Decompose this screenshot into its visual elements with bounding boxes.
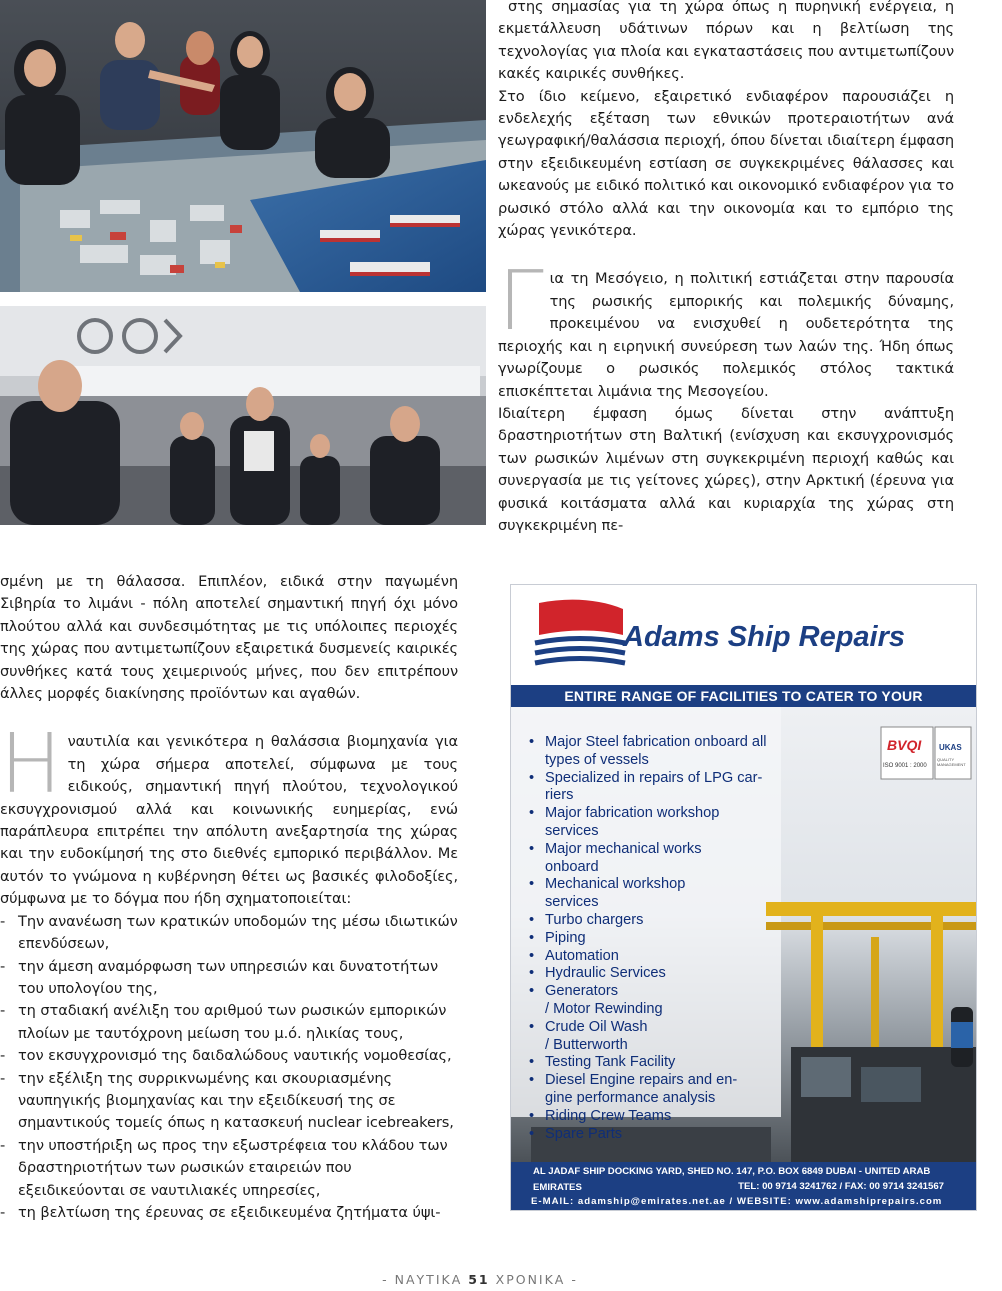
company-name: Adams Ship Repairs — [623, 621, 906, 653]
service-label-cont: gine performance analysis — [545, 1089, 716, 1106]
paragraph-mediterranean — [498, 254, 954, 402]
service-label: • Hydraulic Services — [545, 965, 666, 982]
service-label: • Diesel Engine repairs and en- — [545, 1072, 738, 1089]
footer-magazine-left: - ΝΑΥΤΙΚΑ — [382, 1272, 463, 1287]
service-item — [529, 948, 779, 966]
service-label-cont: / Motor Rewinding — [545, 1000, 663, 1017]
service-label: • Piping — [545, 929, 586, 946]
paragraph-shipping-industry-text: ναυτιλία και γενικότερα η θαλάσσια βιομηχανία για τη χώρα σήμερα αποτελεί, σύμφωνα με τους ειδικούς, σημαντική πηγή πλούτου, τεχνολογικού εκσυγχρονισμού αλλά και κοινωνικής ευημερίας, ενώ παράπλευρα επιτρέπει την απόλυτη ανεξαρτησία της χώρας και την ευδοκίμησή της στο διεθνές εμπορικό περιβάλλον. Με αυτόν το γνώμονα η κυβέρνηση θέτει ως βασικές φιλοδοξίες, σύμφωνα με το δόγμα που ήδη σχηματοποιείται: — [0, 733, 458, 908]
paragraph-national-priorities: Στο ίδιο κείμενο, εξαιρετικό ενδιαφέρον παρουσιάζει η ενδελεχής εξέταση των εθνικών προτεραιοτήτων ανά γεωγραφική/θαλάσσια περιοχή, όπου δίνεται ιδιαίτερη έμφαση στην εξειδικευμένη εστίαση σε συγκεκριμένες θάλασσες και ωκεανούς με ειδικό πολιτικό και οικονομικό ενδιαφέρον για το ρωσικό στόλο αλλά και την οικονομία και το εμπόριο της χώρας γενικότερα. — [498, 87, 954, 240]
bvqi-badge: BVQI — [887, 737, 922, 753]
service-item — [529, 1108, 779, 1126]
goals-list — [0, 911, 458, 1225]
list-item: - τη βελτίωση της έρευνας σε εξειδικευμένα ζητήματα ύψι- — [0, 1202, 458, 1224]
ad-tagline-strip — [511, 685, 976, 707]
service-label: • Turbo chargers — [545, 911, 644, 928]
page-footer — [0, 1272, 960, 1287]
service-label: • Automation — [545, 947, 619, 964]
dropcap-gamma: Γ — [498, 254, 544, 350]
service-item — [529, 912, 779, 930]
service-label: • Crude Oil Wash — [545, 1018, 648, 1035]
service-label-cont: riers — [545, 787, 574, 804]
ad-tagline: ENTIRE RANGE OF FACILITIES TO CATER TO YOUR — [564, 688, 923, 704]
ad-phone: TEL: 00 9714 3241762 / FAX: 00 9714 3241567 — [738, 1181, 944, 1192]
ukas-badge-sub: QUALITY MANAGEMENT — [937, 757, 966, 767]
service-label: • Spare Parts — [545, 1125, 623, 1142]
photo-exhibition-model — [0, 0, 486, 292]
service-label: • Major mechanical works — [545, 840, 702, 857]
service-item — [529, 1054, 779, 1072]
service-item — [529, 930, 779, 948]
article-column-left-bottom — [0, 571, 458, 1224]
service-label: • Major fabrication workshop — [545, 805, 720, 822]
service-item — [529, 876, 779, 912]
services-list — [529, 734, 779, 1143]
ship-logo-icon — [529, 595, 629, 675]
service-label-cont: services — [545, 822, 599, 839]
ad-header — [511, 585, 976, 685]
iso-badge: ISO 9001 : 2000 — [883, 763, 927, 769]
service-item — [529, 841, 779, 877]
service-item — [529, 1072, 779, 1108]
article-column-right-top — [498, 0, 954, 537]
service-item — [529, 805, 779, 841]
list-item: - Την ανανέωση των κρατικών υποδομών της μέσω ιδιωτικών επενδύσεων, — [0, 911, 458, 956]
service-label: • Major Steel fabrication onboard all — [545, 734, 767, 750]
service-item — [529, 770, 779, 806]
paragraph-siberia: σμένη με τη θάλασσα. Επιπλέον, ειδικά στην παγωμένη Σιβηρία το λιμάνι - πόλη αποτελεί σημαντική πηγή όχι μόνο πλούτου αλλά και συνδεσιμότητας με τις υπόλοιπες περιοχές της χώρας που αντιμετωπίζουν εξαιρετικά δυσμενείς καιρικές συνθήκες κατά τους χειμερινούς μήνες, που δεν επιτρέπουν άλλες μορφές διακίνησης προϊόντων και αγαθών. — [0, 573, 458, 703]
photo-exhibition-booth — [0, 306, 486, 525]
ad-address: AL JADAF SHIP DOCKING YARD, SHED NO. 147, P.O. BOX 6849 DUBAI - UNITED ARAB EMIRATES — [533, 1166, 931, 1193]
list-item: - τη σταδιακή ανέλιξη του αριθμού των ρωσικών εμπορικών πλοίων με ταυτόχρονη μείωση του μ.ό. ηλικίας τους, — [0, 1000, 458, 1045]
certification-badges — [881, 727, 971, 779]
paragraph-baltic-arctic: Ιδιαίτερη έμφαση όμως δίνεται στην ανάπτυξη δραστηριοτήτων στη Βαλτική (ενίσχυση και εκσυγχρονισμός των ρωσικών λιμένων στη συγκεκριμένη περιοχή καθώς και συνεργασία με τις γείτονες χώρες), στην Αρκτική (έρευνα για φυσικά κοιτάσματα αλλά και κυριαρχία της χώρας στη συγκεκριμένη πε- — [498, 404, 954, 534]
service-item — [529, 734, 779, 770]
service-label-cont: services — [545, 894, 599, 911]
photo-exhibition-booth-image — [0, 306, 486, 525]
service-label: • Testing Tank Facility — [545, 1054, 676, 1071]
paragraph-shipping-industry — [0, 717, 458, 910]
service-label: • Mechanical workshop — [545, 876, 686, 893]
paragraph-mediterranean-text: ια τη Μεσόγειο, η πολιτική εστιάζεται στην παρουσία της ρωσικής εμπορικής και πολεμικής δύναμης, προκειμένου να ενισχυθεί η ουδετερότητα της περιοχής και η ειρηνική συνεύρεση των λαών της. Ήδη όπως γνωρίζουμε ο ρωσικός πολεμικός στόλος τακτικά επισκέπτεται λιμάνια της Μεσογείου. — [498, 270, 954, 400]
service-label: • Specialized in repairs of LPG car- — [545, 769, 763, 786]
ukas-badge: UKAS — [939, 743, 962, 752]
paragraph-energy-tech: στης σημασίας για τη χώρα όπως η πυρηνική ενέργεια, η εκμετάλλευση υδάτινων πόρων και η βελτίωση της τεχνολογίας για πλοία και εγκαταστάσεις που αντιμετωπίζουν κακές καιρικές συνθήκες. — [498, 0, 954, 83]
service-item — [529, 965, 779, 983]
photo-exhibition-model-image — [0, 0, 486, 292]
service-item — [529, 1019, 779, 1055]
list-item: - την υποστήριξη ως προς την εξωστρέφεια του κλάδου των δραστηριοτήτων των ρωσικών εταιρειών που εξειδικεύονται σε ναυτιλιακές υπηρεσίες, — [0, 1135, 458, 1202]
service-label: • Generators — [545, 983, 619, 1000]
list-item: - την εξέλιξη της συρρικνωμένης και σκουριασμένης ναυπηγικής βιομηχανίας και την εξειδίκευσή της σε σημαντικούς τομείς όπως η κατασκευή nuclear icebreakers, — [0, 1068, 458, 1135]
service-label-cont: / Butterworth — [545, 1036, 628, 1053]
page-number: 51 — [468, 1272, 490, 1287]
ad-email-website: E-MAIL: adamship@emirates.net.ae / WEBSITE: www.adamshiprepairs.com — [531, 1196, 943, 1207]
ad-contact-footer — [511, 1162, 976, 1210]
dropcap-eta: Η — [0, 717, 62, 813]
footer-magazine-right: ΧΡΟΝΙΚΑ - — [495, 1272, 578, 1287]
service-label-cont: onboard — [545, 858, 599, 875]
service-item — [529, 983, 779, 1019]
service-label-cont: types of vessels — [545, 751, 649, 768]
list-item: - τον εκσυγχρονισμό της δαιδαλώδους ναυτικής νομοθεσίας, — [0, 1045, 458, 1067]
advertisement-adams-ship-repairs — [510, 584, 977, 1211]
list-item: - την άμεση αναμόρφωση των υπηρεσιών και δυνατοτήτων του υπολογίου της, — [0, 956, 458, 1001]
service-label: • Riding Crew Teams — [545, 1107, 672, 1124]
service-item — [529, 1126, 779, 1144]
